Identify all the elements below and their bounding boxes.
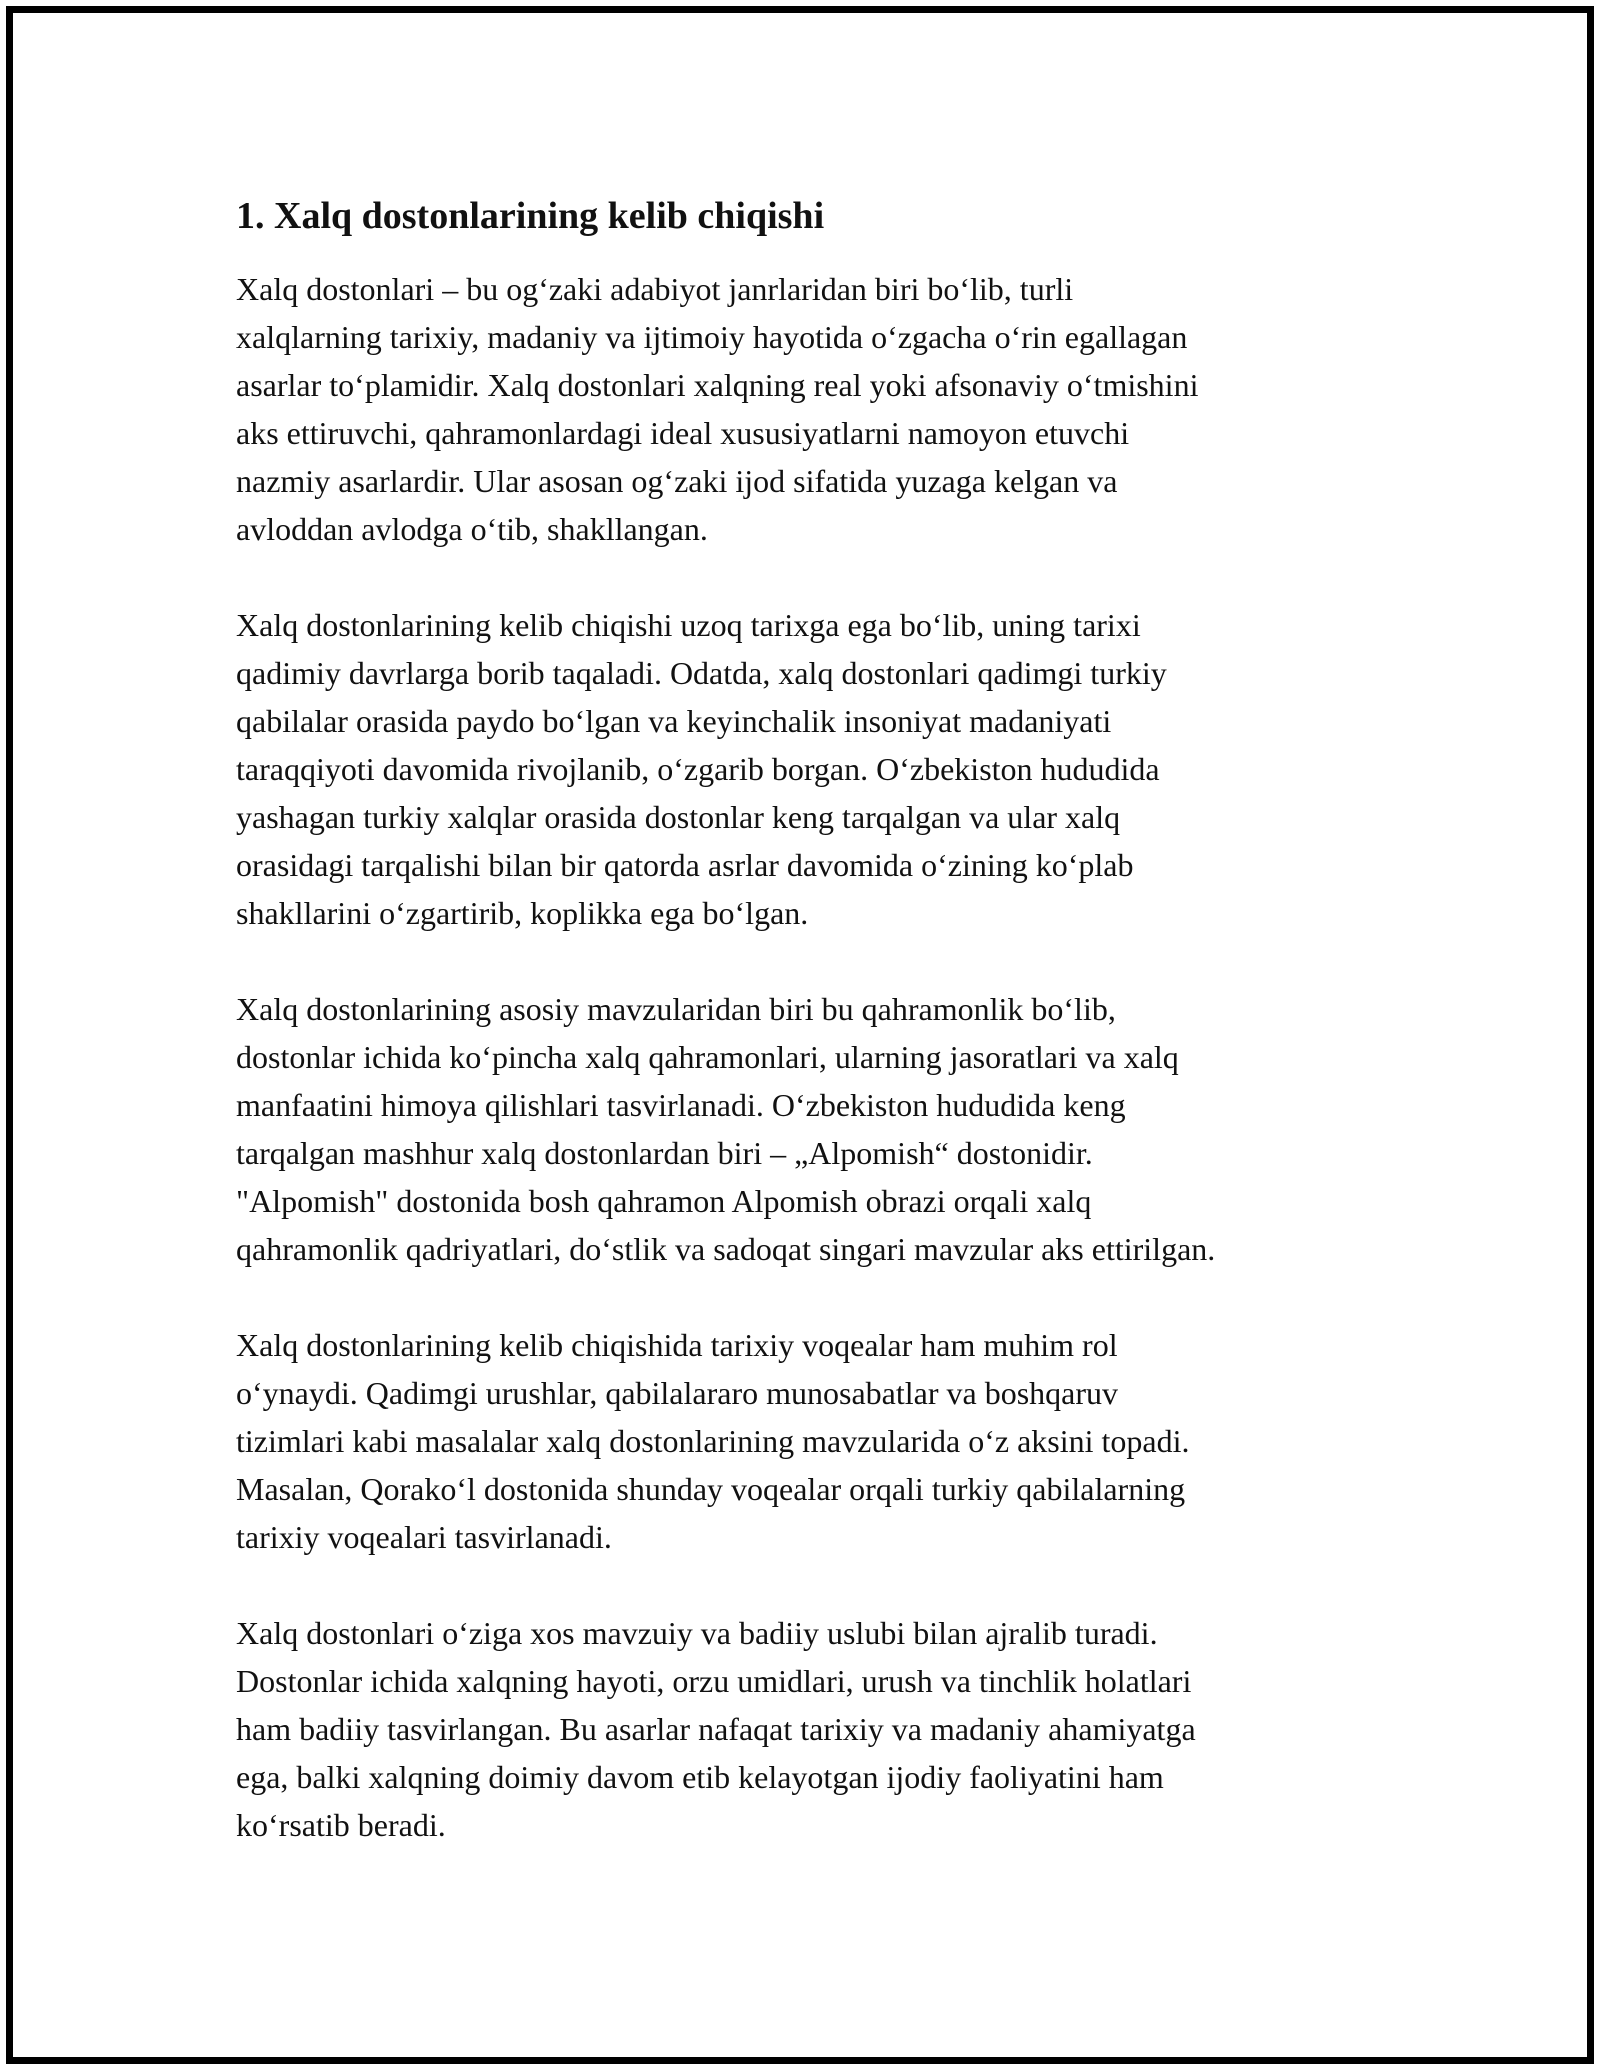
paragraph-line: Xalq dostonlari – bu og‘zaki adabiyot janrlaridan biri bo‘lib, turli [236, 271, 1074, 307]
paragraph-line: xalqlarning tarixiy, madaniy va ijtimoiy hayotida o‘zgacha o‘rin egallagan [236, 319, 1188, 355]
paragraph-line: aks ettiruvchi, qahramonlardagi ideal xususiyatlarni namoyon etuvchi [236, 415, 1130, 451]
paragraph-line: taraqqiyoti davomida rivojlanib, o‘zgarib borgan. O‘zbekiston hududida [236, 751, 1160, 787]
paragraph-line: manfaatini himoya qilishlari tasvirlanadi. O‘zbekiston hududida keng [236, 1087, 1126, 1123]
paragraph-1 [236, 265, 1376, 553]
paragraph-line: ko‘rsatib beradi. [236, 1807, 446, 1843]
paragraph-line: orasidagi tarqalishi bilan bir qatorda asrlar davomida o‘zining ko‘plab [236, 847, 1134, 883]
document-page [236, 188, 1376, 1897]
paragraph-line: qadimiy davrlarga borib taqaladi. Odatda, xalq dostonlari qadimgi turkiy [236, 655, 1167, 691]
paragraph-line: Xalq dostonlari o‘ziga xos mavzuiy va badiiy uslubi bilan ajralib turadi. [236, 1615, 1158, 1651]
paragraph-line: asarlar to‘plamidir. Xalq dostonlari xalqning real yoki afsonaviy o‘tmishini [236, 367, 1199, 403]
paragraph-line: qabilalar orasida paydo bo‘lgan va keyinchalik insoniyat madaniyati [236, 703, 1112, 739]
paragraph-line: nazmiy asarlardir. Ular asosan og‘zaki ijod sifatida yuzaga kelgan va [236, 463, 1118, 499]
paragraph-line: yashagan turkiy xalqlar orasida dostonlar keng tarqalgan va ular xalq [236, 799, 1121, 835]
paragraph-line: dostonlar ichida ko‘pincha xalq qahramonlari, ularning jasoratlari va xalq [236, 1039, 1179, 1075]
paragraph-line: Xalq dostonlarining kelib chiqishida tarixiy voqealar ham muhim rol [236, 1327, 1118, 1363]
paragraph-line: shakllarini o‘zgartirib, koplikka ega bo‘lgan. [236, 895, 809, 931]
paragraph-2 [236, 601, 1376, 937]
paragraph-4 [236, 1321, 1376, 1561]
paragraph-line: Masalan, Qorako‘l dostonida shunday voqealar orqali turkiy qabilalarning [236, 1471, 1186, 1507]
paragraph-line: "Alpomish" dostonida bosh qahramon Alpomish obrazi orqali xalq [236, 1183, 1092, 1219]
paragraph-5 [236, 1609, 1376, 1849]
paragraph-line: ham badiiy tasvirlangan. Bu asarlar nafaqat tarixiy va madaniy ahamiyatga [236, 1711, 1196, 1747]
section-heading: 1. Xalq dostonlarining kelib chiqishi [236, 195, 825, 237]
paragraph-line: Xalq dostonlarining asosiy mavzularidan biri bu qahramonlik bo‘lib, [236, 991, 1116, 1027]
paragraph-line: ega, balki xalqning doimiy davom etib kelayotgan ijodiy faoliyatini ham [236, 1759, 1164, 1795]
paragraph-line: tizimlari kabi masalalar xalq dostonlarining mavzularida o‘z aksini topadi. [236, 1423, 1190, 1459]
paragraph-line: tarqalgan mashhur xalq dostonlardan biri – „Alpomish“ dostonidir. [236, 1135, 1093, 1171]
paragraph-line: Xalq dostonlarining kelib chiqishi uzoq tarixga ega bo‘lib, uning tarixi [236, 607, 1141, 643]
paragraph-3 [236, 985, 1376, 1273]
paragraph-line: avloddan avlodga o‘tib, shakllangan. [236, 511, 708, 547]
paragraph-line: Dostonlar ichida xalqning hayoti, orzu umidlari, urush va tinchlik holatlari [236, 1663, 1192, 1699]
paragraph-line: qahramonlik qadriyatlari, do‘stlik va sadoqat singari mavzular aks ettirilgan. [236, 1231, 1216, 1267]
paragraph-line: o‘ynaydi. Qadimgi urushlar, qabilalararo munosabatlar va boshqaruv [236, 1375, 1119, 1411]
paragraph-line: tarixiy voqealari tasvirlanadi. [236, 1519, 612, 1555]
